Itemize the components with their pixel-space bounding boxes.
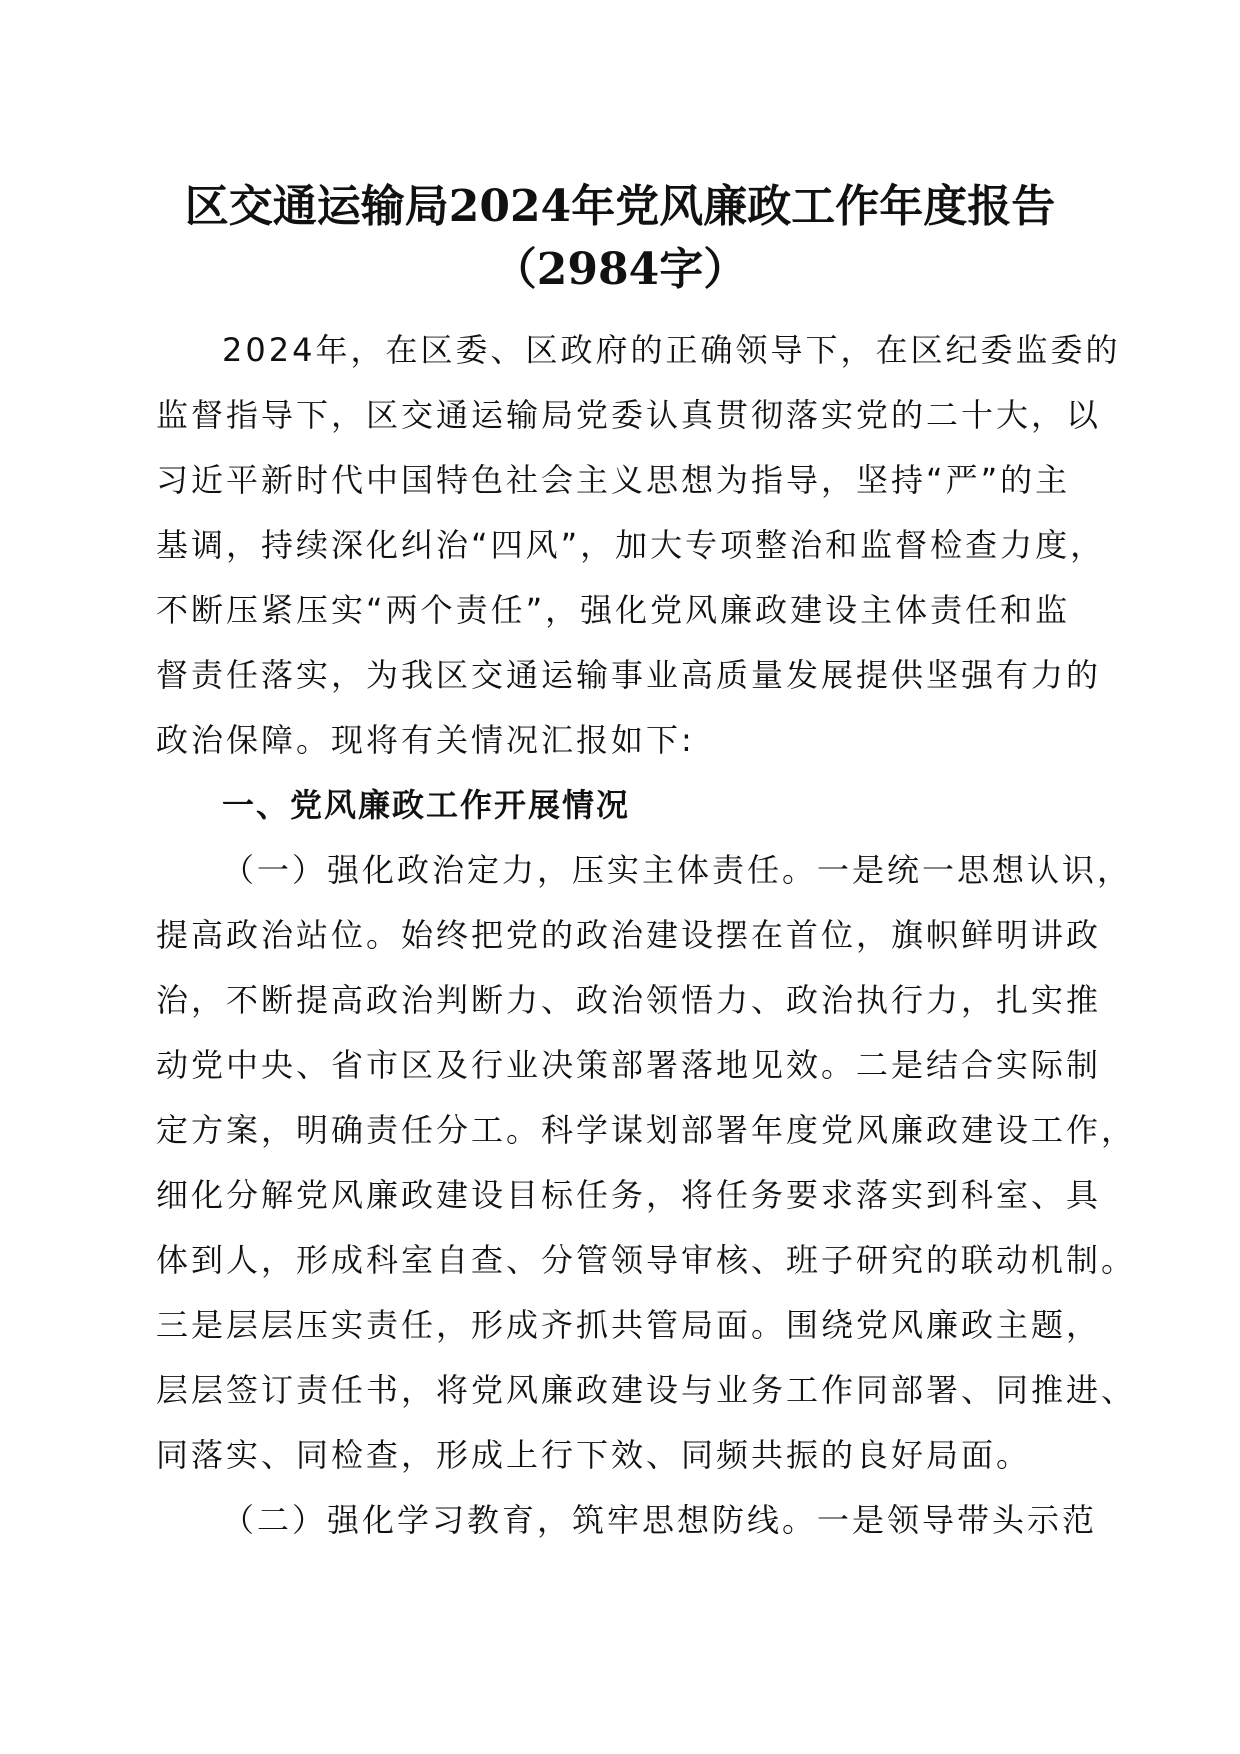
- paragraph-line: （一）强化政治定力，压实主体责任。一是统一思想认识，: [222, 851, 1133, 889]
- paragraph-line: 同落实、同检查，形成上行下效、同频共振的良好局面。: [156, 1436, 1032, 1474]
- section-heading: 一、党风廉政工作开展情况: [222, 786, 631, 824]
- paragraph-line: （二）强化学习教育，筑牢思想防线。一是领导带头示范: [222, 1501, 1098, 1539]
- paragraph-line: 体到人，形成科室自查、分管领导审核、班子研究的联动机制。: [156, 1241, 1137, 1279]
- paragraph-line: 监督指导下，区交通运输局党委认真贯彻落实党的二十大，以: [156, 396, 1102, 434]
- paragraph-line: 治，不断提高政治判断力、政治领悟力、政治执行力，扎实推: [156, 981, 1102, 1019]
- paragraph-line: 提高政治站位。始终把党的政治建设摆在首位，旗帜鲜明讲政: [156, 916, 1102, 954]
- paragraph-line: 不断压紧压实“两个责任”，强化党风廉政建设主体责任和监: [156, 591, 1071, 629]
- paragraph-line: 三是层层压实责任，形成齐抓共管局面。围绕党风廉政主题，: [156, 1306, 1102, 1344]
- paragraph-line: 定方案，明确责任分工。科学谋划部署年度党风廉政建设工作，: [156, 1111, 1137, 1149]
- document-title-wordcount: （2984字）: [492, 244, 748, 295]
- paragraph-line: 基调，持续深化纠治“四风”，加大专项整治和监督检查力度，: [156, 526, 1106, 564]
- paragraph-line: 动党中央、省市区及行业决策部署落地见效。二是结合实际制: [156, 1046, 1102, 1084]
- document-body: [156, 318, 1137, 1553]
- paragraph-line: 督责任落实，为我区交通运输事业高质量发展提供坚强有力的: [156, 656, 1102, 694]
- paragraph-line: 2024年，在区委、区政府的正确领导下，在区纪委监委的: [222, 331, 1121, 369]
- document-title: 区交通运输局2024年党风廉政工作年度报告: [184, 181, 1056, 232]
- paragraph-line: 细化分解党风廉政建设目标任务，将任务要求落实到科室、具: [156, 1176, 1102, 1214]
- paragraph-line: 习近平新时代中国特色社会主义思想为指导，坚持“严”的主: [156, 461, 1071, 499]
- paragraph-line: 政治保障。现将有关情况汇报如下:: [156, 721, 695, 759]
- paragraph-line: 层层签订责任书，将党风廉政建设与业务工作同部署、同推进、: [156, 1371, 1137, 1409]
